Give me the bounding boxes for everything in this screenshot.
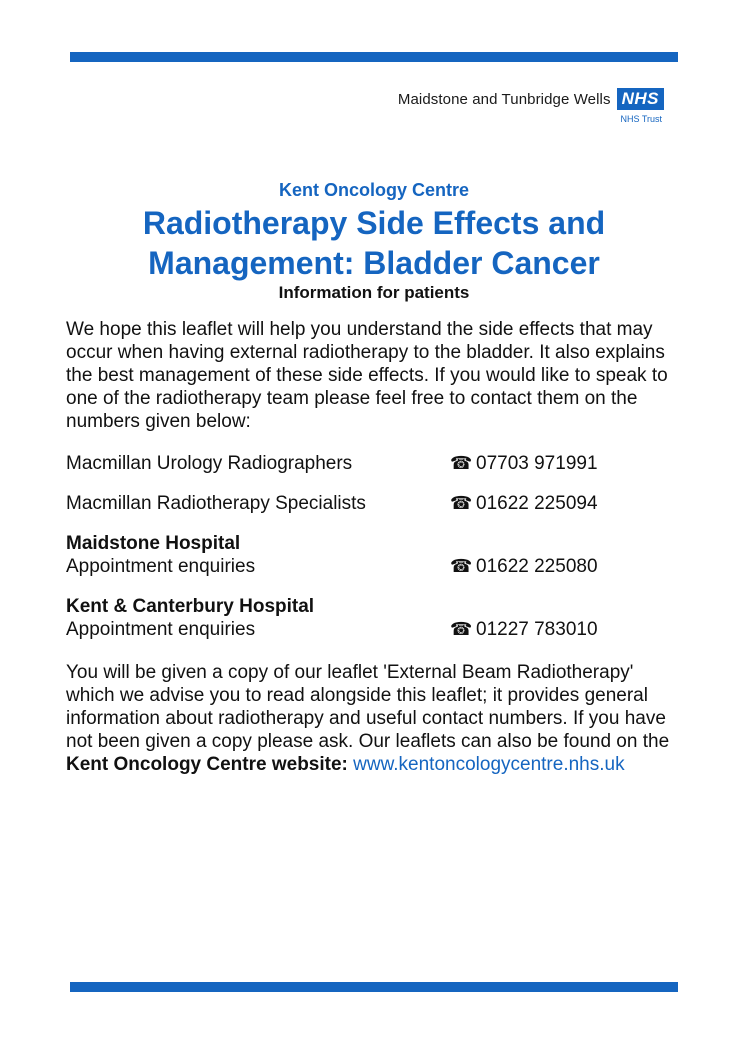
phone-number: 01622 225094 xyxy=(476,493,598,514)
phone-number: 01622 225080 xyxy=(476,556,598,577)
subtitle: Information for patients xyxy=(278,283,470,302)
intro-paragraph: We hope this leaflet will help you understand the side effects that may occur when having external radiotherapy to the bladder. It also explains the best management of these side effects. If you would like to speak to one of the radiotherapy team please feel free to contact them on the numbers given below: xyxy=(66,319,668,432)
hospital-block-maidstone xyxy=(66,532,686,578)
hospital-name: Maidstone Hospital xyxy=(66,533,241,554)
top-rule xyxy=(70,52,678,62)
hospital-contact-row xyxy=(66,618,686,641)
contact-label: Macmillan Urology Radiographers xyxy=(66,453,353,474)
contact-row xyxy=(66,492,686,515)
hospital-name: Kent & Canterbury Hospital xyxy=(66,596,315,617)
title-line-1: Radiotherapy Side Effects and xyxy=(142,205,606,241)
phone-number: 07703 971991 xyxy=(476,453,598,474)
page-title xyxy=(0,203,748,283)
org-name: Maidstone and Tunbridge Wells xyxy=(397,90,611,108)
phone-icon: ☎ xyxy=(450,453,473,473)
website-link[interactable]: www.kentoncologycentre.nhs.uk xyxy=(353,754,625,775)
bottom-rule xyxy=(70,982,678,992)
document-body xyxy=(66,318,686,776)
phone-icon: ☎ xyxy=(450,556,473,576)
nhs-trust-label: NHS Trust xyxy=(620,114,662,124)
contact-label: Appointment enquiries xyxy=(66,619,256,640)
contact-label: Macmillan Radiotherapy Specialists xyxy=(66,493,366,514)
contact-phone xyxy=(450,618,598,641)
contact-label: Appointment enquiries xyxy=(66,556,256,577)
title-line-2: Management: Bladder Cancer xyxy=(148,245,600,281)
contact-phone xyxy=(450,492,598,515)
closing-text: You will be given a copy of our leaflet 'External Beam Radiotherapy' which we advise you to read alongside this leaflet; it provides general information about radiotherapy and useful contact numbers. If you have not been given a copy please ask. Our leaflets can also be found on the xyxy=(66,662,670,752)
phone-number: 01227 783010 xyxy=(476,619,598,640)
hospital-contact-row xyxy=(66,555,686,578)
closing-bold: Kent Oncology Centre website: xyxy=(66,754,348,775)
closing-paragraph xyxy=(66,661,686,776)
document-header xyxy=(0,180,748,303)
contact-phone xyxy=(450,452,598,475)
nhs-logo xyxy=(398,88,664,124)
phone-icon: ☎ xyxy=(450,619,473,639)
phone-icon: ☎ xyxy=(450,493,473,513)
nhs-badge: NHS xyxy=(617,88,664,110)
centre-name: Kent Oncology Centre xyxy=(278,180,470,200)
contact-row xyxy=(66,452,686,475)
contact-phone xyxy=(450,555,598,578)
hospital-block-canterbury xyxy=(66,595,686,641)
